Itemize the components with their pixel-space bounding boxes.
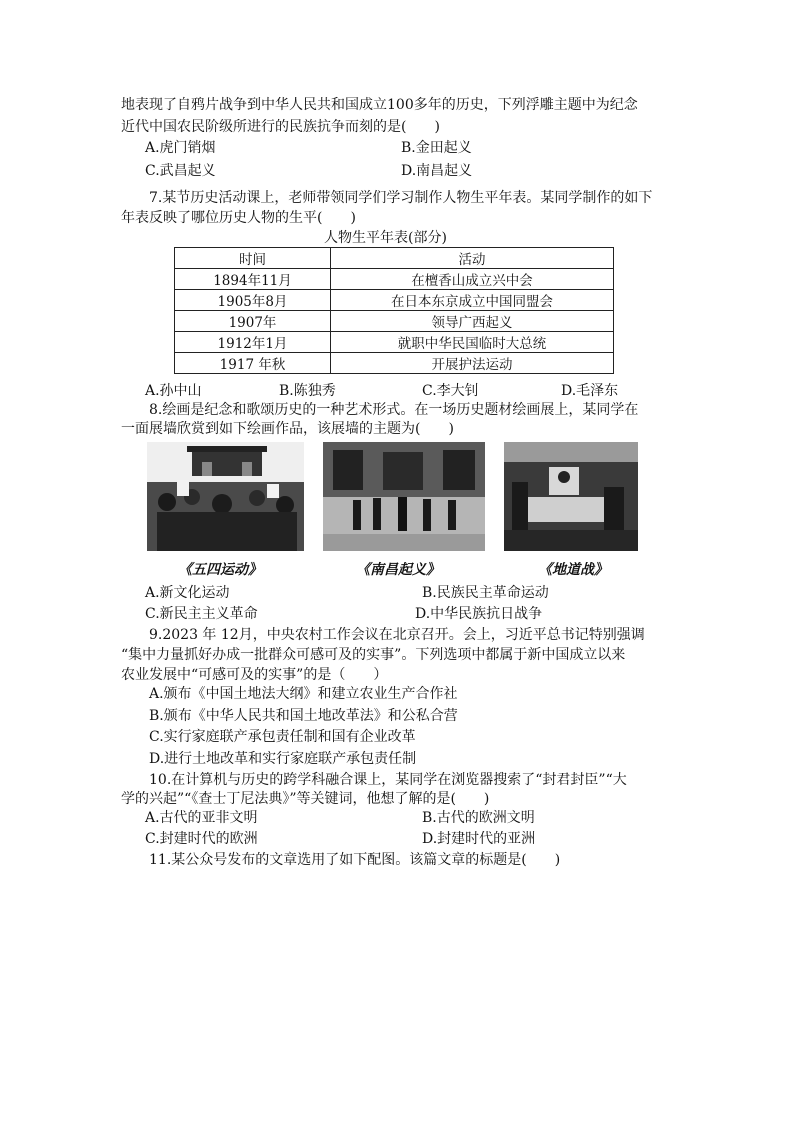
table-row: [175, 353, 614, 374]
table-cell-activity: 在日本东京成立中国同盟会: [331, 290, 614, 311]
q8-option-b[interactable]: B.民族民主革命运动: [422, 585, 549, 601]
table-header-row: [175, 248, 614, 269]
table-cell-time: 1907年: [175, 311, 331, 332]
q6-text-line2: 近代中国农民阶级所进行的民族抗争而刻的是( ): [121, 119, 440, 135]
caption-may-fourth-movement: 《五四运动》: [178, 562, 262, 578]
q9-option-a[interactable]: A.颁布《中国土地法大纲》和建立农业生产合作社: [149, 686, 458, 702]
q10-option-a[interactable]: A.古代的亚非文明: [145, 810, 258, 826]
caption-nanchang-uprising: 《南昌起义》: [356, 562, 440, 578]
q7-option-c[interactable]: C.李大钊: [422, 383, 479, 399]
painting-may-fourth-movement: [147, 442, 304, 551]
q9-option-b[interactable]: B.颁布《中华人民共和国土地改革法》和公私合营: [149, 708, 458, 724]
q7-text-line1: 7.某节历史活动课上，老师带领同学们学习制作人物生平年表。某同学制作的如下: [149, 190, 653, 206]
q6-option-d[interactable]: D.南昌起义: [401, 163, 473, 179]
painting-nanchang-uprising: [323, 442, 485, 551]
table-header-activity: 活动: [331, 248, 614, 269]
q10-option-b[interactable]: B.古代的欧洲文明: [422, 810, 535, 826]
table-cell-time: 1905年8月: [175, 290, 331, 311]
q8-text-line1: 8.绘画是纪念和歌颂历史的一种艺术形式。在一场历史题材绘画展上，某同学在: [149, 402, 639, 418]
table-row: [175, 269, 614, 290]
q9-text-line3: 农业发展中“可感可及的实事”的是（ ）: [121, 667, 388, 683]
q8-option-a[interactable]: A.新文化运动: [145, 585, 230, 601]
table-cell-activity: 领导广西起义: [331, 311, 614, 332]
q7-option-b[interactable]: B.陈独秀: [279, 383, 336, 399]
q7-option-d[interactable]: D.毛泽东: [561, 383, 619, 399]
q10-option-d[interactable]: D.封建时代的亚洲: [422, 831, 536, 847]
q10-option-c[interactable]: C.封建时代的欧洲: [145, 831, 258, 847]
q6-text-line1: 地表现了自鸦片战争到中华人民共和国成立100多年的历史，下列浮雕主题中为纪念: [121, 97, 638, 113]
q6-option-b[interactable]: B.金田起义: [401, 140, 472, 156]
q9-text-line2: “集中力量抓好办成一批群众可感可及的实事”。下列选项中都属于新中国成立以来: [121, 647, 626, 663]
table-cell-activity: 就职中华民国临时大总统: [331, 332, 614, 353]
table-row: [175, 311, 614, 332]
table-cell-time: 1917 年秋: [175, 353, 331, 374]
painting-tunnel-warfare: [504, 442, 638, 551]
q9-option-c[interactable]: C.实行家庭联产承包责任制和国有企业改革: [149, 729, 416, 745]
table-cell-activity: 在檀香山成立兴中会: [331, 269, 614, 290]
q7-table-title: 人物生平年表(部分): [324, 230, 447, 246]
caption-tunnel-warfare: 《地道战》: [538, 562, 608, 578]
q8-option-c[interactable]: C.新民主主义革命: [145, 606, 258, 622]
q9-text-line1: 9.2023 年 12月，中央农村工作会议在北京召开。会上，习近平总书记特别强调: [149, 627, 645, 643]
table-row: [175, 290, 614, 311]
table-header-time: 时间: [175, 248, 331, 269]
q10-text-line1: 10.在计算机与历史的跨学科融合课上，某同学在浏览器搜索了“封君封臣”“大: [149, 772, 627, 788]
q7-biography-table: [174, 247, 614, 374]
q8-text-line2: 一面展墙欣赏到如下绘画作品，该展墙的主题为( ): [121, 421, 454, 437]
q10-text-line2: 学的兴起”“《查士丁尼法典》”等关键词，他想了解的是( ): [121, 791, 490, 807]
table-row: [175, 332, 614, 353]
q6-option-c[interactable]: C.武昌起义: [145, 163, 216, 179]
q6-option-a[interactable]: A.虎门销烟: [145, 140, 216, 156]
q11-text-line1: 11.某公众号发布的文章选用了如下配图。该篇文章的标题是( ): [149, 852, 561, 868]
q7-option-a[interactable]: A.孙中山: [145, 383, 202, 399]
q9-option-d[interactable]: D.进行土地改革和实行家庭联产承包责任制: [149, 751, 417, 767]
table-cell-activity: 开展护法运动: [331, 353, 614, 374]
table-cell-time: 1912年1月: [175, 332, 331, 353]
q7-text-line2: 年表反映了哪位历史人物的生平( ): [121, 210, 356, 226]
q8-option-d[interactable]: D.中华民族抗日战争: [415, 606, 543, 622]
table-cell-time: 1894年11月: [175, 269, 331, 290]
